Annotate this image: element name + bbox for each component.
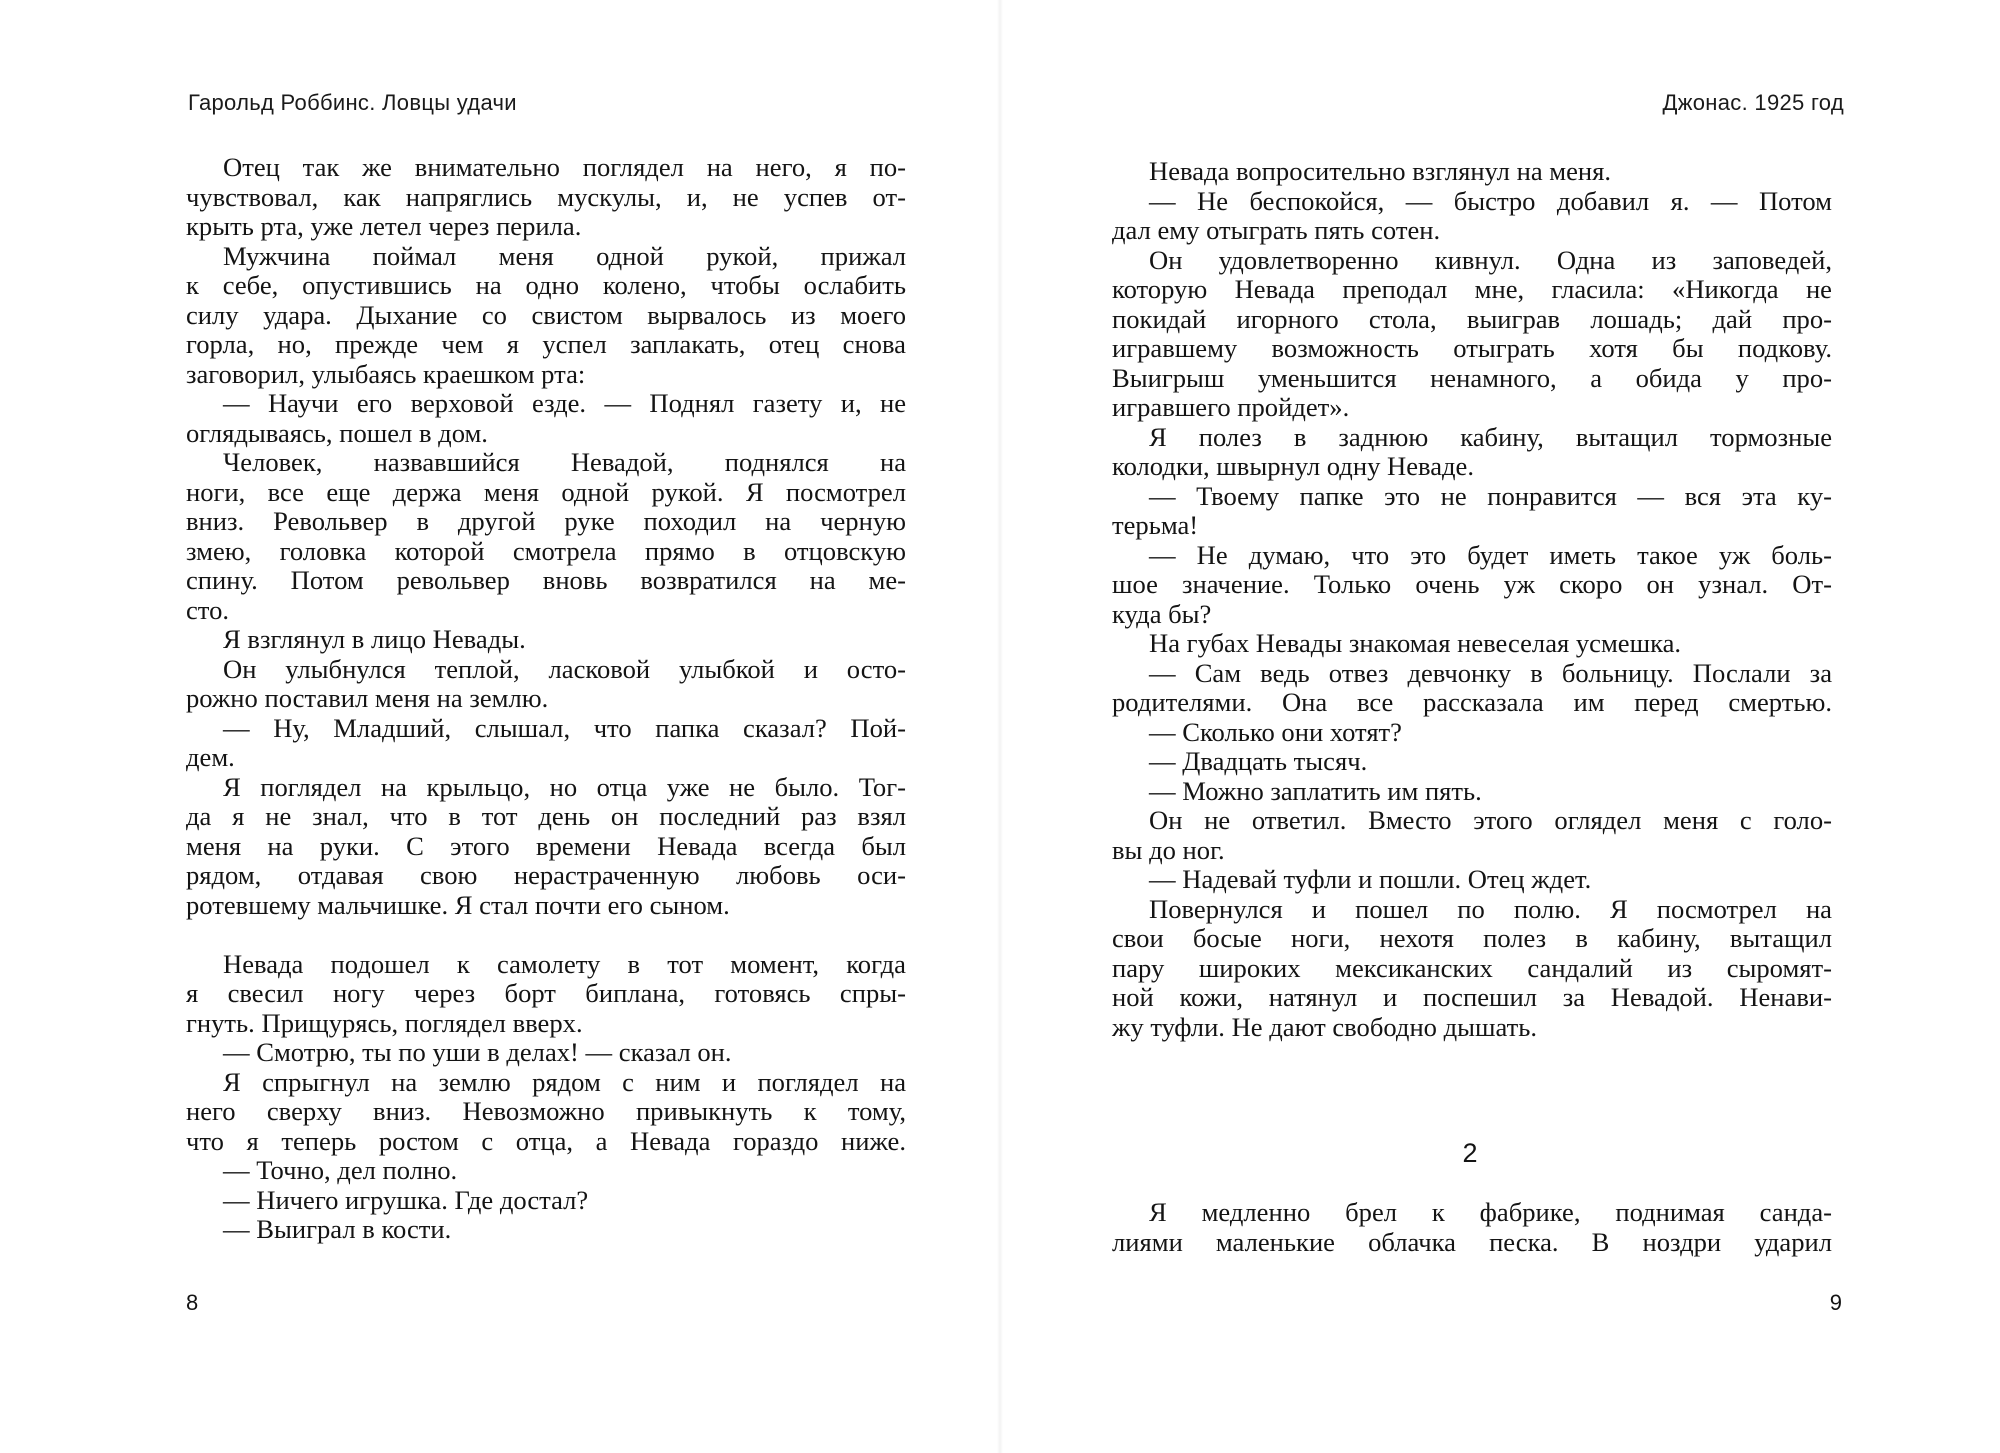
text-line: спину. Потом револьвер вновь возвратился на ме- [186,565,906,595]
text-line: силу удара. Дыхание со свистом вырвалось из моего [186,299,906,330]
text-line: Человек, назвавшийся Невадой, поднялся на [223,447,906,477]
text-line: я свесил ногу через борт биплана, готовясь спры- [186,978,906,1008]
text-line: Мужчина поймал меня одной рукой, прижал [223,240,906,271]
text-line: игравшему возможность отыграть хотя бы подкову. [1112,333,1832,363]
text-line: Я медленно брел к фабрике, поднимая санда- [1149,1197,1832,1227]
chapter-number: 2 [1462,1138,1478,1168]
chapter-text [1112,1198,1832,1257]
text-line: горла, но, прежде чем я успел заплакать, отец снова [186,329,906,359]
text-line: дал ему отыграть пять сотен. [1112,215,1441,245]
text-line: Я взглянул в лицо Невады. [223,624,526,654]
text-line: Невада подошел к самолету в тот момент, когда [223,948,906,979]
text-line: Я спрыгнул на землю рядом с ним и поглядел на [223,1066,906,1097]
text-line: вы до ног. [1112,834,1225,865]
text-line: него сверху вниз. Невозможно привыкнуть к тому, [186,1096,906,1126]
text-line: к себе, опустившись на одно колено, чтобы ослабить [186,270,906,300]
text-line: — Научи его верховой езде. — Поднял газету и, не [223,388,906,418]
text-line: Выигрыш уменьшится ненамного, а обида у про- [1112,362,1832,393]
text-line: свои босые ноги, нехотя полез в кабину, вытащил [1112,923,1832,953]
text-line: меня на руки. С этого времени Невада всегда был [186,830,906,861]
text-line: игравшего пройдет». [1112,392,1350,422]
text-line: колодки, швырнул одну Неваде. [1112,451,1475,481]
text-line: куда бы? [1112,598,1212,629]
text-line: змею, головка которой смотрела прямо в отцовскую [186,535,906,566]
text-line: — Можно заплатить им пять. [1149,775,1482,806]
text-line: — Не думаю, что это будет иметь такое уж боль- [1149,539,1832,570]
text-line: — Смотрю, ты по уши в делах! — сказал он. [223,1037,732,1067]
text-line: да я не знал, что в тот день он последний раз взял [186,801,906,831]
text-line: оглядываясь, пошел в дом. [186,417,488,448]
text-line: Он улыбнулся теплой, ласковой улыбкой и осто- [223,653,906,684]
text-line: — Надевай туфли и пошли. Отец ждет. [1149,864,1592,894]
text-line: дем. [186,742,235,772]
right-page-text [1112,157,1832,1042]
text-line: терьма! [1112,510,1199,540]
text-line: родителями. Она все рассказала им перед смертью. [1112,687,1832,717]
text-line: лиями маленькие облачка песка. В ноздри ударил [1112,1226,1832,1257]
text-line: жу туфли. Не дают свободно дышать. [1112,1011,1538,1042]
text-line: шое значение. Только очень уж скоро он узнал. От- [1112,569,1832,599]
text-line: покидай игорного стола, выиграв лошадь; дай про- [1112,303,1832,334]
text-line: ноги, все еще держа меня одной рукой. Я посмотрел [186,476,906,507]
text-line: сто. [186,594,230,625]
text-line: заговорил, улыбаясь краешком рта: [186,358,586,389]
text-line: Повернулся и пошел по полю. Я посмотрел на [1149,893,1832,924]
text-line: — Ничего игрушка. Где достал? [223,1184,589,1215]
text-line: чувствовал, как напряглись мускулы, и, не успев от- [186,181,906,212]
text-line: Я полез в заднюю кабину, вытащил тормозные [1149,421,1832,452]
text-line: что я теперь ростом с отца, а Невада гораздо ниже. [186,1125,906,1156]
text-line: вниз. Револьвер в другой руке походил на черную [186,506,906,536]
text-line: рядом, отдавая свою нерастраченную любовь оси- [186,860,906,890]
left-running-head: Гарольд Роббинс. Ловцы удачи [188,90,517,115]
text-line: — Точно, дел полно. [223,1155,458,1185]
text-line: — Сколько они хотят? [1149,716,1402,747]
left-page-text [186,153,906,1245]
text-line: рожно поставил меня на землю. [186,683,549,713]
text-line: гнуть. Прищурясь, поглядел вверх. [186,1007,583,1038]
left-page-number: 8 [186,1290,199,1315]
paragraph-gap [186,920,906,950]
text-line: Я поглядел на крыльцо, но отца уже не было. Тог- [223,771,906,802]
text-line: Он удовлетворенно кивнул. Одна из заповедей, [1149,244,1832,275]
text-line: ной кожи, натянул и поспешил за Невадой. Ненави- [1112,982,1832,1012]
text-line: — Твоему папке это не понравится — вся эта ку- [1149,480,1832,511]
text-line: — Сам ведь отвез девчонку в больницу. Послали за [1149,657,1832,688]
right-page-number: 9 [1829,1290,1842,1315]
text-line: пару широких мексиканских сандалий из сыромят- [1112,952,1832,983]
text-line: Невада вопросительно взглянул на меня. [1149,156,1612,186]
text-line: Он не ответил. Вместо этого оглядел меня с голо- [1149,805,1832,835]
text-line: — Не беспокойся, — быстро добавил я. — Потом [1149,185,1832,216]
text-line: Отец так же внимательно поглядел на него, я по- [223,152,906,182]
text-line: На губах Невады знакомая невеселая усмешка. [1149,628,1682,658]
right-running-head: Джонас. 1925 год [1662,90,1844,115]
text-line: ротевшему мальчишке. Я стал почти его сыном. [186,889,730,920]
text-line: крыть рта, уже летел через перила. [186,211,582,241]
text-line: — Ну, Младший, слышал, что папка сказал? Пой- [223,712,906,743]
text-line: — Двадцать тысяч. [1149,746,1368,776]
text-line: — Выиграл в кости. [223,1214,452,1244]
text-line: которую Невада преподал мне, гласила: «Никогда не [1112,274,1832,304]
right-page [1000,0,2000,1453]
